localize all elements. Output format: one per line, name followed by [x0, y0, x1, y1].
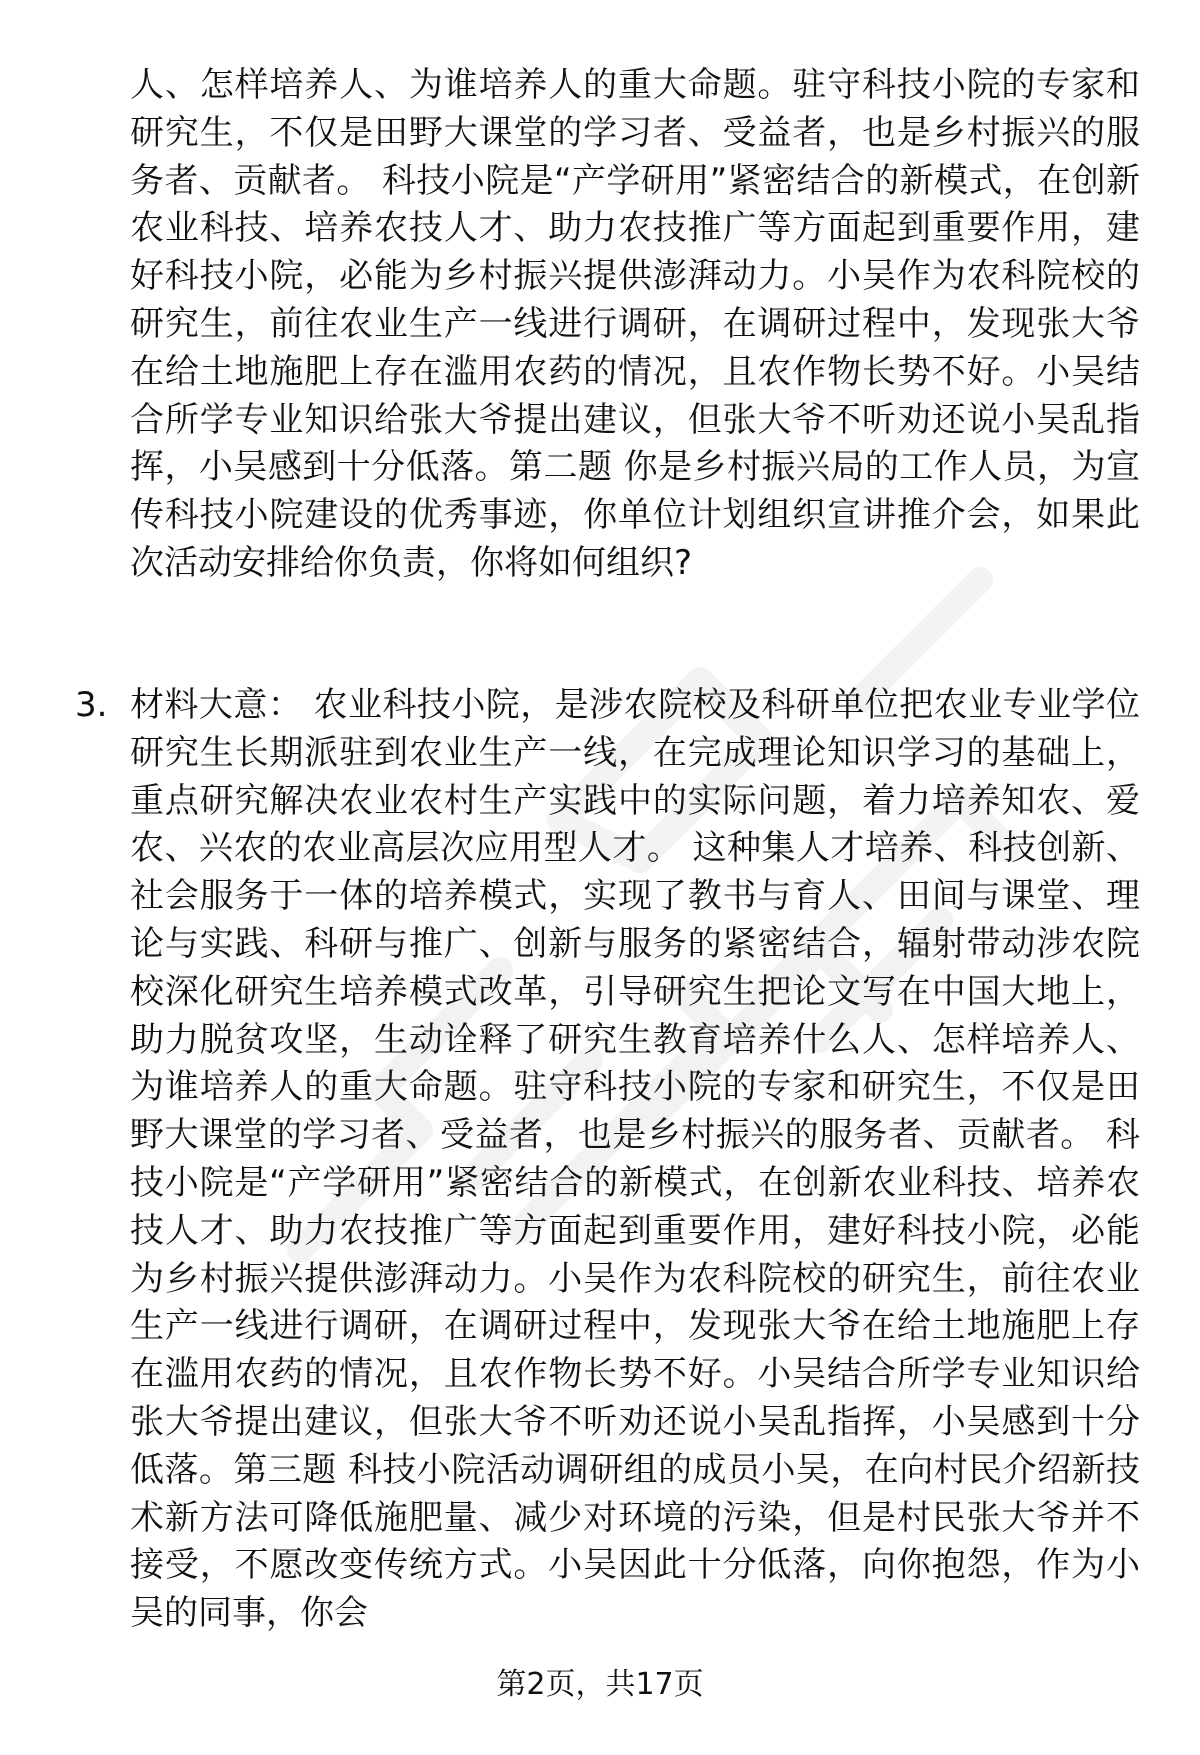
list-item-number: 3. — [75, 685, 108, 725]
list-item-text: 材料大意： 农业科技小院，是涉农院校及科研单位把农业专业学位研究生长期派驻到农业生产一线，在完成理论知识学习的基础上，重点研究解决农业农村生产实践中的实际问题，着力培养知农、爱农、兴农的农业高层次应用型人才。 这种集人才培养、科技创新、社会服务于一体的培养模式，实现了教书与育人、田间与课堂、理论与实践、科研与推广、创新与服务的紧密结合，辐射带动涉农院校深化研究生培养模式改革，引导研究生把论文写在中国大地上，助力脱贫攻坚，生动诠释了研究生教育培养什么人、怎样培养人、为谁培养人的重大命题。驻守科技小院的专家和研究生，不仅是田野大课堂的学习者、受益者，也是乡村振兴的服务者、贡献者。 科技小院是“产学研用”紧密结合的新模式，在创新农业科技、培养农技人才、助力农技推广等方面起到重要作用，建好科技小院，必能为乡村振兴提供澎湃动力。小吴作为农科院校的研究生，前往农业生产一线进行调研，在调研过程中，发现张大爷在给土地施肥上存在滥用农药的情况，且农作物长势不好。小吴结合所学专业知识给张大爷提出建议，但张大爷不听劝还说小吴乱指挥，小吴感到十分低落。第三题 科技小院活动调研组的成员小吴，在向村民介绍新技术新方法可降低施肥量、减少对环境的污染，但是村民张大爷并不接受，不愿改变传统方式。小吴因此十分低落，向你抱怨，作为小吴的同事，你会 — [130, 685, 1140, 1634]
page-number-footer: 第2页，共17页 — [496, 1667, 704, 1702]
continued-paragraph: 人、怎样培养人、为谁培养人的重大命题。驻守科技小院的专家和研究生，不仅是田野大课堂的学习者、受益者，也是乡村振兴的服务者、贡献者。 科技小院是“产学研用”紧密结合的新模式，在创新农业科技、培养农技人才、助力农技推广等方面起到重要作用，建好科技小院，必能为乡村振兴提供澎湃动力。小吴作为农科院校的研究生，前往农业生产一线进行调研，在调研过程中，发现张大爷在给土地施肥上存在滥用农药的情况，且农作物长势不好。小吴结合所学专业知识给张大爷提出建议，但张大爷不听劝还说小吴乱指挥，小吴感到十分低落。第二题 你是乡村振兴局的工作人员，为宣传科技小院建设的优秀事迹，你单位计划组织宣讲推介会，如果此次活动安排给你负责，你将如何组织? — [130, 65, 1140, 583]
